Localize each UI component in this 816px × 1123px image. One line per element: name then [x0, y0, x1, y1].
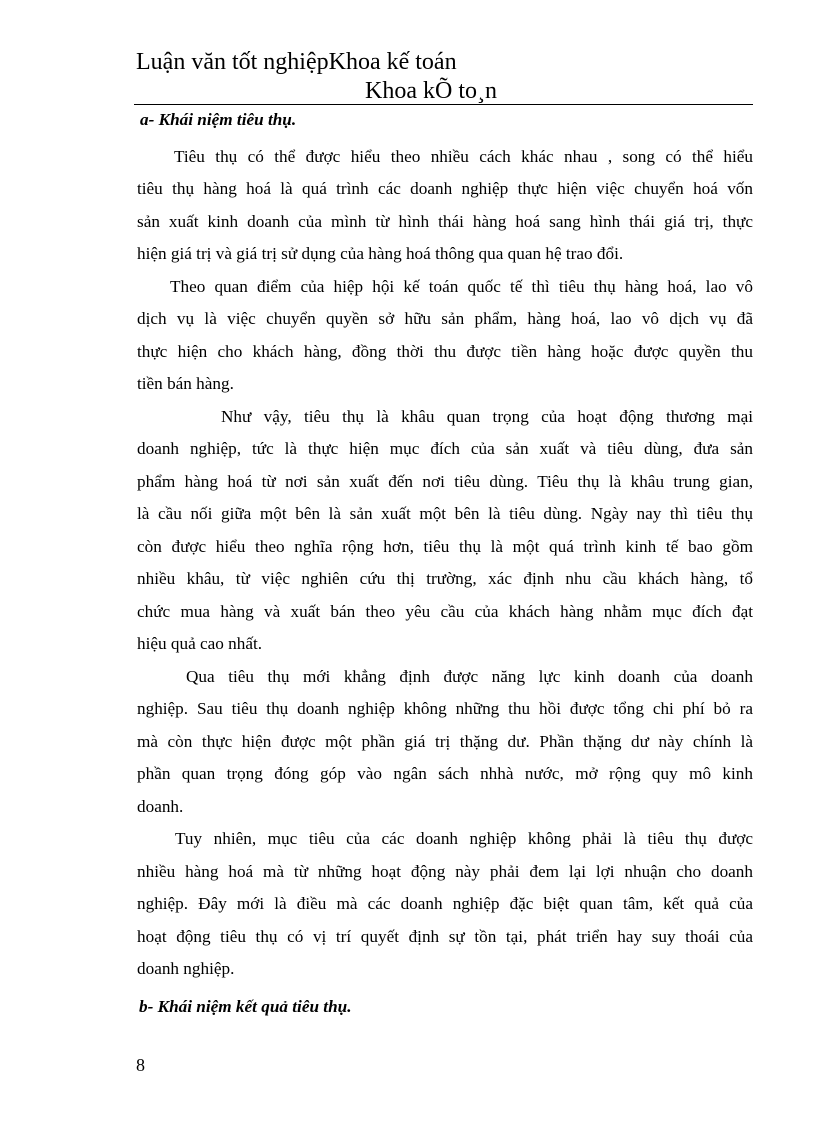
paragraph-line: hiện giá trị và giá trị sử dụng của hàng hoá thông qua quan hệ trao đổi. [137, 244, 624, 263]
paragraph-line: dịch vụ là việc chuyển quyền sở hữu sản phẩm, hàng hoá, lao vô dịch vụ đã [137, 309, 753, 328]
paragraph-line: tiêu thụ hàng hoá là quá trình các doanh nghiệp thực hiện việc chuyển hoá vốn [137, 179, 753, 198]
paragraph-3 [137, 401, 753, 661]
document-body [137, 104, 753, 1023]
paragraph-line: là cầu nối giữa một bên là sản xuất một bên là tiêu dùng. Ngày nay thì tiêu thụ [137, 504, 753, 523]
paragraph-line: hiệu quả cao nhất. [137, 634, 263, 653]
paragraph-line: nhiều hàng hoá mà từ những hoạt động này phải đem lại lợi nhuận cho doanh [137, 861, 753, 881]
paragraph-line: Qua tiêu thụ mới khẳng định được năng lực kinh doanh của doanh [186, 666, 753, 686]
paragraph-line: phẩm hàng hoá từ nơi sản xuất đến nơi tiêu dùng. Tiêu thụ là khâu trung gian, [137, 471, 753, 491]
paragraph-line: nhiều khâu, từ việc nghiên cứu thị trường, xác định nhu cầu khách hàng, tổ [137, 569, 753, 588]
paragraph-line: hoạt động tiêu thụ có vị trí quyết định sự tồn tại, phát triển hay suy thoái của [137, 926, 753, 946]
paragraph-line: tiền bán hàng. [137, 374, 234, 393]
paragraph-5 [137, 823, 753, 986]
paragraph-line: Theo quan điểm của hiệp hội kế toán quốc tế thì tiêu thụ hàng hoá, lao vô [170, 276, 753, 296]
header-subtitle: Khoa kÕ to¸n [365, 78, 497, 104]
paragraph-line: doanh nghiệp. [137, 959, 235, 978]
paragraph-line: Tuy nhiên, mục tiêu của các doanh nghiệp không phải là tiêu thụ được [175, 829, 753, 848]
paragraph-line: nghiệp. Đây mới là điều mà các doanh nghiệp đặc biệt quan tâm, kết quả của [137, 894, 753, 913]
section-a-heading: a- Khái niệm tiêu thụ. [140, 110, 297, 129]
paragraph-line: thực hiện cho khách hàng, đồng thời thu được tiền hàng hoặc được quyền thu [137, 341, 753, 361]
paragraph-line: Tiêu thụ có thể được hiểu theo nhiều cách khác nhau , song có thể hiểu [174, 146, 753, 166]
header-title: Luận văn tốt nghiệpKhoa kế toán [136, 49, 457, 75]
paragraph-2 [137, 271, 753, 401]
paragraph-line: phần quan trọng đóng góp vào ngân sách nhhà nước, mở rộng quy mô kinh [137, 764, 753, 783]
paragraph-line: còn được hiểu theo nghĩa rộng hơn, tiêu thụ là một quá trình kinh tế bao gồm [137, 536, 753, 556]
section-b-heading: b- Khái niệm kết quả tiêu thụ. [139, 996, 352, 1016]
paragraph-line: sản xuất kinh doanh của mình từ hình thái hàng hoá sang hình thái giá trị, thực [137, 211, 753, 231]
page-number: 8 [136, 1055, 145, 1075]
paragraph-line: chức mua hàng và xuất bán theo yêu cầu của khách hàng nhằm mục đích đạt [137, 601, 753, 621]
paragraph-line: doanh nghiệp, tức là thực hiện mục đích của sản xuất và tiêu dùng, đưa sản [137, 439, 753, 458]
paragraph-line: Như vậy, tiêu thụ là khâu quan trọng của hoạt động thương mại [221, 406, 753, 426]
paragraph-line: nghiệp. Sau tiêu thụ doanh nghiệp không những thu hồi được tổng chi phí bỏ ra [137, 699, 753, 718]
paragraph-line: mà còn thực hiện được một phần giá trị thặng dư. Phần thặng dư này chính là [137, 731, 753, 751]
paragraph-line: doanh. [137, 796, 184, 816]
paragraph-4 [137, 661, 753, 824]
paragraph-1 [137, 141, 753, 271]
